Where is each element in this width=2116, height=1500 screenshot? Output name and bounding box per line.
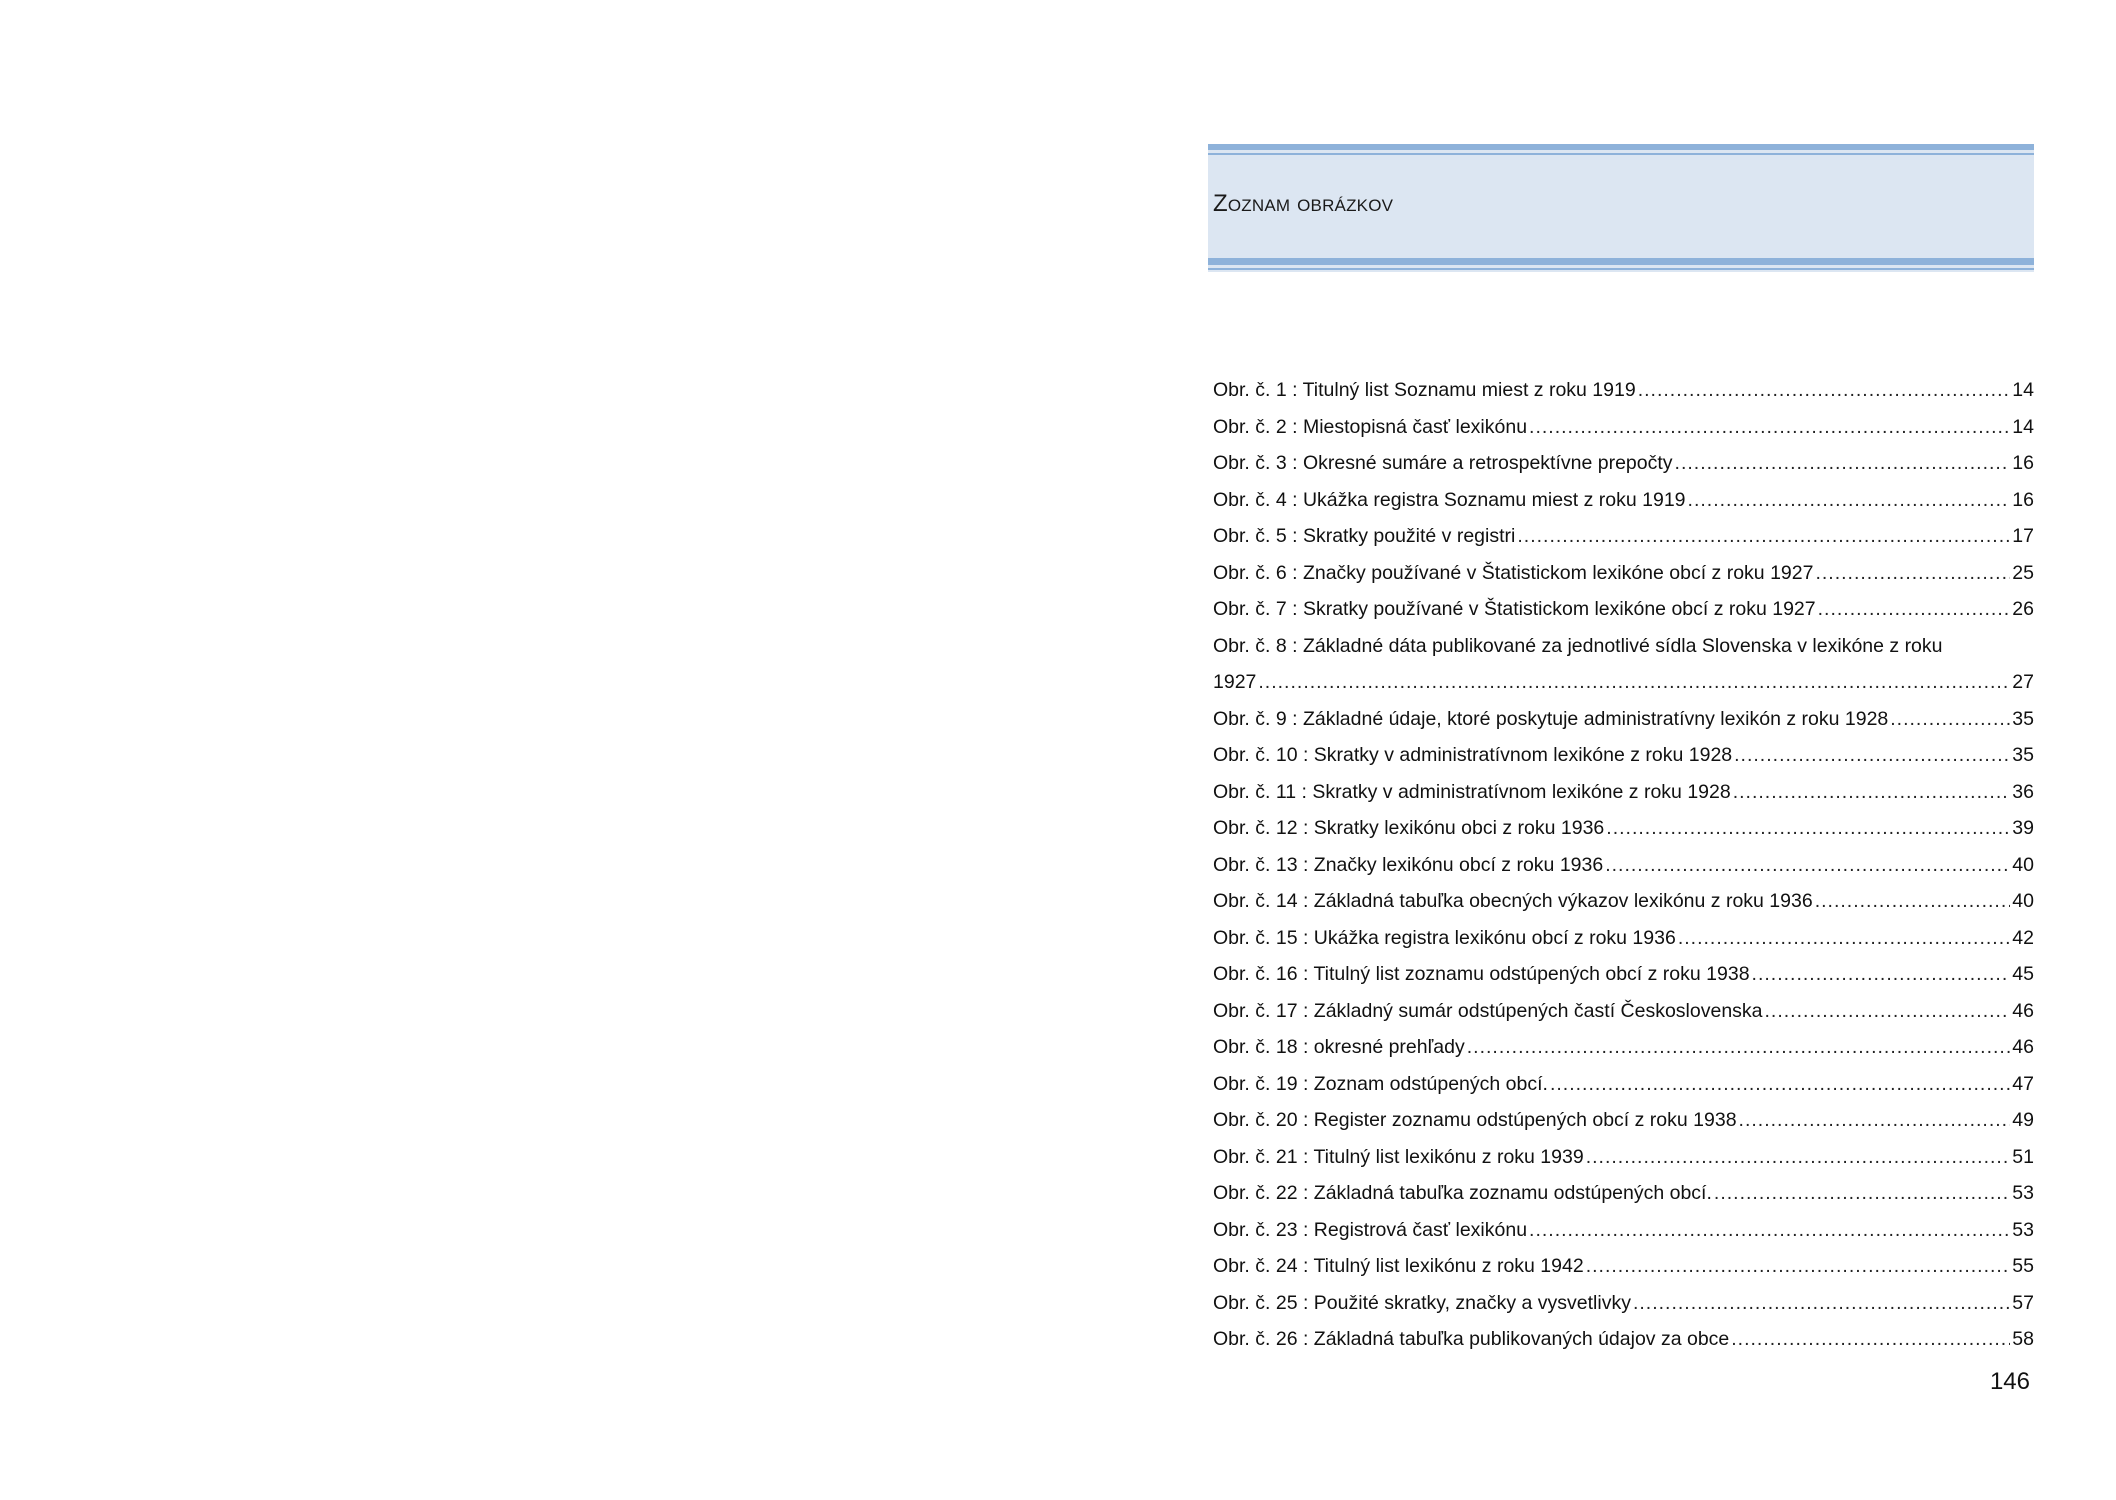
toc-entry-label: Obr. č. 3 : Okresné sumáre a retrospektívne prepočty (1213, 452, 1673, 474)
dot-leader (1638, 372, 2011, 409)
toc-entry[interactable] (1213, 591, 2034, 628)
dot-leader (1529, 1212, 2010, 1249)
dot-leader (1815, 555, 2010, 592)
toc-entry[interactable] (1213, 1212, 2034, 1249)
dot-leader (1688, 482, 2011, 519)
toc-entry-label: Obr. č. 2 : Miestopisná časť lexikónu (1213, 415, 1528, 438)
dot-leader (1467, 1029, 2011, 1066)
toc-entry-label: Obr. č. 7 : Skratky používané v Štatistickom lexikóne obcí z roku 1927 (1213, 598, 1816, 620)
heading-top-rule (1208, 144, 2034, 150)
heading-bottom-thin-rule (1208, 268, 2034, 270)
toc-entry[interactable] (1213, 518, 2034, 555)
toc-entry[interactable] (1213, 445, 2034, 482)
toc-entry[interactable] (1213, 1285, 2034, 1322)
dot-leader (1818, 591, 2011, 628)
dot-leader (1739, 1102, 2011, 1139)
toc-entry[interactable] (1213, 701, 2034, 738)
toc-entry-page: 42 (2012, 926, 2034, 949)
toc-entry[interactable] (1213, 1139, 2034, 1176)
toc-entry-page: 55 (2012, 1255, 2034, 1277)
dot-leader (1550, 1066, 2010, 1103)
dot-leader (1734, 737, 2010, 774)
toc-entry-label: Obr. č. 1 : Titulný list Soznamu miest z roku 1919 (1213, 379, 1636, 401)
dot-leader (1752, 956, 2011, 993)
toc-entry[interactable] (1213, 847, 2034, 884)
toc-entry-page: 35 (2012, 744, 2034, 766)
toc-entry-label: Obr. č. 25 : Použité skratky, značky a vysvetlivky (1213, 1291, 1631, 1314)
toc-entry[interactable] (1213, 956, 2034, 993)
toc-entry[interactable] (1213, 628, 2034, 701)
dot-leader (1815, 883, 2011, 920)
toc-entry-label: Obr. č. 26 : Základná tabuľka publikovaných údajov za obce (1213, 1328, 1730, 1350)
toc-entry[interactable] (1213, 774, 2034, 811)
toc-entry-page: 57 (2012, 1291, 2034, 1314)
toc-entry-page: 36 (2012, 780, 2034, 803)
dot-leader (1731, 1321, 2010, 1358)
toc-entry-label: Obr. č. 12 : Skratky lexikónu obci z roku 1936 (1213, 817, 1605, 839)
toc-entry-page: 14 (2012, 415, 2034, 438)
toc-entry-page: 40 (2012, 890, 2034, 912)
toc-entry-label: Obr. č. 16 : Titulný list zoznamu odstúpených obcí z roku 1938 (1213, 963, 1750, 985)
toc-entry-page: 26 (2012, 598, 2034, 620)
toc-entry-label: Obr. č. 13 : Značky lexikónu obcí z roku 1936 (1213, 853, 1604, 876)
toc-entry-label: Obr. č. 5 : Skratky použité v registri (1213, 525, 1516, 547)
toc-entry-label: Obr. č. 21 : Titulný list lexikónu z roku 1939 (1213, 1145, 1584, 1168)
toc-entry-page: 16 (2012, 488, 2034, 511)
toc-entry[interactable] (1213, 993, 2034, 1030)
toc-entry-label: Obr. č. 10 : Skratky v administratívnom lexikóne z roku 1928 (1213, 744, 1733, 766)
toc-entry[interactable] (1213, 1066, 2034, 1103)
dot-leader (1890, 701, 2010, 738)
toc-entry-page: 46 (2012, 1036, 2034, 1058)
dot-leader (1733, 774, 2011, 811)
toc-entry-label: Obr. č. 6 : Značky používané v Štatistickom lexikóne obcí z roku 1927 (1213, 561, 1814, 584)
toc-entry-page: 47 (2012, 1072, 2034, 1095)
dot-leader (1517, 518, 2010, 555)
toc-entry-label: Obr. č. 11 : Skratky v administratívnom lexikóne z roku 1928 (1213, 780, 1731, 803)
dot-leader (1529, 409, 2010, 446)
toc-entry-label: Obr. č. 24 : Titulný list lexikónu z roku 1942 (1213, 1255, 1584, 1277)
dot-leader (1258, 664, 2010, 701)
page-number: 146 (1989, 1368, 2030, 1395)
dot-leader (1586, 1248, 2011, 1285)
toc-entry[interactable] (1213, 737, 2034, 774)
dot-leader (1586, 1139, 2011, 1176)
toc-entry[interactable] (1213, 372, 2034, 409)
toc-entry-page: 53 (2012, 1218, 2034, 1241)
toc-entry-label: Obr. č. 18 : okresné prehľady (1213, 1036, 1465, 1058)
toc-entry[interactable] (1213, 1029, 2034, 1066)
toc-entry-label: Obr. č. 23 : Registrová časť lexikónu (1213, 1218, 1528, 1241)
toc-entry[interactable] (1213, 920, 2034, 957)
dot-leader (1605, 847, 2010, 884)
toc-entry[interactable] (1213, 482, 2034, 519)
toc-entry-page: 17 (2012, 525, 2034, 547)
toc-entry[interactable] (1213, 1321, 2034, 1358)
toc-entry-label: Obr. č. 22 : Základná tabuľka zoznamu odstúpených obcí. (1213, 1182, 1712, 1204)
section-title: Zoznam obrázkov (1213, 190, 1394, 217)
toc-entry[interactable] (1213, 1248, 2034, 1285)
dot-leader (1765, 993, 2011, 1030)
toc-entry-page: 46 (2012, 999, 2034, 1022)
toc-entry[interactable] (1213, 555, 2034, 592)
toc-entry-page: 39 (2012, 817, 2034, 839)
toc-entry-page: 49 (2012, 1109, 2034, 1131)
toc-entry[interactable] (1213, 409, 2034, 446)
toc-entry[interactable] (1213, 1175, 2034, 1212)
toc-entry-label: Obr. č. 8 : Základné dáta publikované za jednotlivé sídla Slovenska v lexikóne z roku (1213, 634, 1943, 657)
toc-entry-label: Obr. č. 4 : Ukážka registra Soznamu miest z roku 1919 (1213, 488, 1686, 511)
toc-entry-page: 27 (2012, 671, 2034, 693)
toc-entry-page: 45 (2012, 963, 2034, 985)
toc-entry-label: Obr. č. 19 : Zoznam odstúpených obcí. (1213, 1072, 1548, 1095)
toc-entry[interactable] (1213, 883, 2034, 920)
dot-leader (1606, 810, 2010, 847)
toc-entry-page: 58 (2012, 1328, 2034, 1350)
heading-top-thin-rule (1208, 153, 2034, 155)
toc-entry-label-continued: 1927 (1213, 671, 1257, 693)
document-page (1208, 140, 2034, 1410)
dot-leader (1675, 445, 2011, 482)
toc-entry-page: 25 (2012, 561, 2034, 584)
heading-bottom-rule (1208, 258, 2034, 265)
dot-leader (1633, 1285, 2010, 1322)
toc-entry-page: 51 (2012, 1145, 2034, 1168)
toc-entry-label: Obr. č. 17 : Základný sumár odstúpených častí Československa (1213, 999, 1763, 1022)
toc-entry-page: 16 (2012, 452, 2034, 474)
list-of-figures (1213, 372, 2034, 1358)
toc-entry-label: Obr. č. 15 : Ukážka registra lexikónu obcí z roku 1936 (1213, 926, 1676, 949)
toc-entry[interactable] (1213, 810, 2034, 847)
dot-leader (1714, 1175, 2010, 1212)
toc-entry-page: 53 (2012, 1182, 2034, 1204)
toc-entry[interactable] (1213, 1102, 2034, 1139)
toc-entry-label: Obr. č. 9 : Základné údaje, ktoré poskytuje administratívny lexikón z roku 1928 (1213, 707, 1889, 730)
toc-entry-page: 40 (2012, 853, 2034, 876)
toc-entry-page: 14 (2012, 379, 2034, 401)
toc-entry-page: 35 (2012, 707, 2034, 730)
dot-leader (1678, 920, 2010, 957)
toc-entry-label: Obr. č. 20 : Register zoznamu odstúpených obcí z roku 1938 (1213, 1109, 1737, 1131)
toc-entry-label: Obr. č. 14 : Základná tabuľka obecných výkazov lexikónu z roku 1936 (1213, 890, 1813, 912)
